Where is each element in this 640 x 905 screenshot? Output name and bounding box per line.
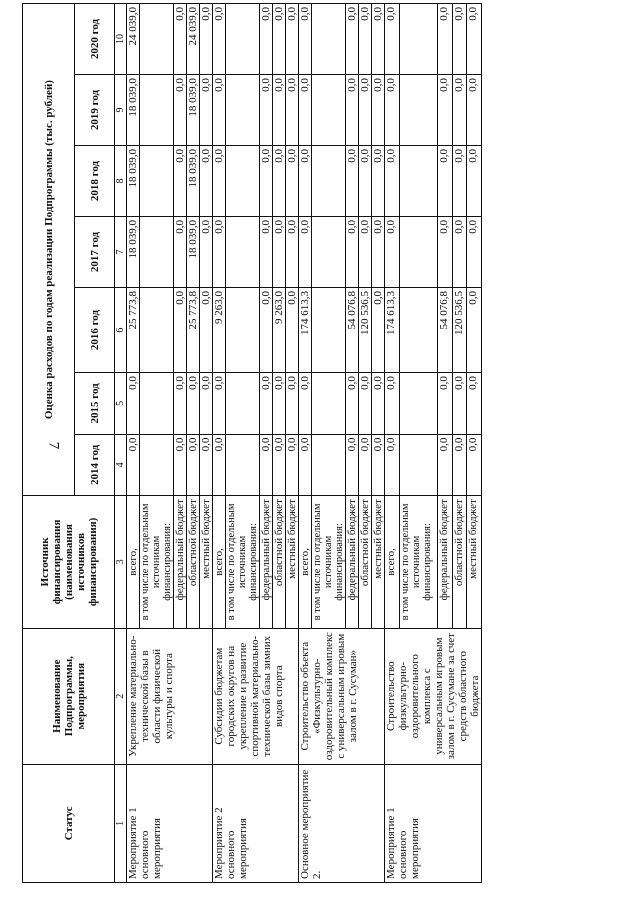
row-source: федеральный бюджет <box>260 496 273 628</box>
cell-value: 0,0 <box>299 4 312 75</box>
cell-value: 0,0 <box>273 4 286 75</box>
row-source: в том числе по отдельным источникам финансирования: <box>226 496 260 628</box>
cell-value: 0,0 <box>200 146 213 217</box>
cell-value: 0,0 <box>187 373 200 435</box>
cell-value: 0,0 <box>273 434 286 496</box>
column-number: 2 <box>115 628 127 764</box>
cell-value: 0,0 <box>385 373 400 435</box>
table-row <box>213 4 226 883</box>
row-status: Основное мероприятие 2. <box>299 764 385 882</box>
cell-value <box>399 75 437 146</box>
cell-value <box>312 75 346 146</box>
row-source: местный бюджет <box>286 496 299 628</box>
cell-value: 0,0 <box>467 146 482 217</box>
header-year-2: 2016 год <box>75 287 115 372</box>
row-source: областной бюджет <box>273 496 286 628</box>
row-source: всего, <box>385 496 400 628</box>
table-row <box>127 4 140 883</box>
cell-value <box>399 287 437 372</box>
row-source: федеральный бюджет <box>346 496 359 628</box>
row-source: в том числе по отдельным источникам финансирования: <box>399 496 437 628</box>
cell-value: 0,0 <box>346 146 359 217</box>
cell-value <box>399 146 437 217</box>
page-number: 7 <box>45 441 62 450</box>
cell-value <box>140 434 174 496</box>
cell-value: 0,0 <box>127 373 140 435</box>
cell-value: 0,0 <box>260 146 273 217</box>
cell-value: 0,0 <box>467 434 482 496</box>
cell-value: 0,0 <box>385 434 400 496</box>
cell-value: 0,0 <box>213 373 226 435</box>
cell-value: 25 773,8 <box>127 287 140 372</box>
cell-value: 0,0 <box>467 373 482 435</box>
cell-value <box>226 434 260 496</box>
header-year-0: 2014 год <box>75 434 115 496</box>
cell-value: 0,0 <box>174 75 187 146</box>
cell-value: 0,0 <box>372 373 385 435</box>
cell-value: 0,0 <box>200 75 213 146</box>
cell-value <box>226 217 260 288</box>
cell-value: 0,0 <box>359 4 372 75</box>
cell-value: 0,0 <box>127 434 140 496</box>
cell-value <box>399 4 437 75</box>
budget-table <box>22 3 482 883</box>
cell-value: 0,0 <box>260 217 273 288</box>
cell-value: 0,0 <box>346 217 359 288</box>
cell-value: 174 613,3 <box>299 287 312 372</box>
row-name: Субсидии бюджетам городских округов на укрепление и развитие спортивной материально-технической базы зимних видов спорта <box>213 628 299 764</box>
cell-value: 0,0 <box>438 434 453 496</box>
cell-value: 0,0 <box>174 434 187 496</box>
cell-value: 0,0 <box>385 217 400 288</box>
cell-value: 0,0 <box>273 146 286 217</box>
cell-value: 0,0 <box>438 4 453 75</box>
table-row <box>385 4 400 883</box>
cell-value: 0,0 <box>273 217 286 288</box>
cell-value <box>312 4 346 75</box>
cell-value <box>226 4 260 75</box>
cell-value: 0,0 <box>286 217 299 288</box>
cell-value: 0,0 <box>346 75 359 146</box>
cell-value <box>140 373 174 435</box>
cell-value: 18 039,0 <box>127 75 140 146</box>
cell-value: 0,0 <box>299 146 312 217</box>
row-source: всего, <box>127 496 140 628</box>
cell-value: 0,0 <box>452 4 467 75</box>
cell-value: 0,0 <box>346 373 359 435</box>
cell-value: 0,0 <box>299 373 312 435</box>
cell-value: 0,0 <box>174 373 187 435</box>
row-status: Мероприятие 1 основного мероприятия <box>127 764 213 882</box>
cell-value: 174 613,3 <box>385 287 400 372</box>
row-status: Мероприятие 1 основного мероприятия <box>385 764 482 882</box>
cell-value: 0,0 <box>467 4 482 75</box>
cell-value: 0,0 <box>438 217 453 288</box>
header-year-1: 2015 год <box>75 373 115 435</box>
cell-value: 0,0 <box>273 75 286 146</box>
cell-value: 0,0 <box>286 373 299 435</box>
cell-value: 54 076,8 <box>346 287 359 372</box>
cell-value: 0,0 <box>200 4 213 75</box>
cell-value: 0,0 <box>174 287 187 372</box>
cell-value <box>399 434 437 496</box>
cell-value: 18 039,0 <box>187 146 200 217</box>
cell-value: 0,0 <box>467 75 482 146</box>
cell-value: 0,0 <box>359 373 372 435</box>
cell-value: 0,0 <box>286 4 299 75</box>
row-source: областной бюджет <box>452 496 467 628</box>
cell-value: 0,0 <box>438 75 453 146</box>
cell-value: 0,0 <box>213 4 226 75</box>
column-number: 8 <box>115 146 127 217</box>
cell-value: 0,0 <box>372 75 385 146</box>
cell-value <box>226 373 260 435</box>
row-source: всего, <box>299 496 312 628</box>
cell-value: 0,0 <box>372 4 385 75</box>
row-source: местный бюджет <box>372 496 385 628</box>
cell-value: 0,0 <box>385 146 400 217</box>
cell-value: 0,0 <box>467 287 482 372</box>
cell-value: 0,0 <box>200 434 213 496</box>
cell-value: 0,0 <box>286 75 299 146</box>
cell-value: 0,0 <box>174 4 187 75</box>
header-year-4: 2018 год <box>75 146 115 217</box>
cell-value: 0,0 <box>200 373 213 435</box>
cell-value <box>140 75 174 146</box>
cell-value <box>140 287 174 372</box>
cell-value: 0,0 <box>200 217 213 288</box>
cell-value <box>312 217 346 288</box>
cell-value: 0,0 <box>372 217 385 288</box>
cell-value: 0,0 <box>273 373 286 435</box>
cell-value: 0,0 <box>452 373 467 435</box>
cell-value: 0,0 <box>260 75 273 146</box>
cell-value: 120 536,5 <box>452 287 467 372</box>
column-number: 7 <box>115 217 127 288</box>
cell-value: 0,0 <box>385 75 400 146</box>
header-year-6: 2020 год <box>75 4 115 75</box>
cell-value: 0,0 <box>174 146 187 217</box>
column-number: 1 <box>115 764 127 882</box>
row-source: областной бюджет <box>187 496 200 628</box>
cell-value <box>399 217 437 288</box>
cell-value <box>312 434 346 496</box>
cell-value: 0,0 <box>438 373 453 435</box>
cell-value: 0,0 <box>260 287 273 372</box>
row-source: областной бюджет <box>359 496 372 628</box>
cell-value: 24 039,0 <box>127 4 140 75</box>
cell-value: 18 039,0 <box>127 217 140 288</box>
cell-value: 0,0 <box>452 217 467 288</box>
column-number: 3 <box>115 496 127 628</box>
cell-value: 0,0 <box>452 434 467 496</box>
cell-value: 0,0 <box>346 4 359 75</box>
cell-value: 0,0 <box>299 434 312 496</box>
header-status: Статус <box>23 764 115 882</box>
row-source: местный бюджет <box>467 496 482 628</box>
cell-value: 0,0 <box>346 434 359 496</box>
column-number: 10 <box>115 4 127 75</box>
row-source: в том числе по отдельным источникам финансирования: <box>140 496 174 628</box>
cell-value: 0,0 <box>260 434 273 496</box>
cell-value: 24 039,0 <box>187 4 200 75</box>
cell-value: 120 536,5 <box>359 287 372 372</box>
row-name: Строительство объекта «Физкультурно-оздоровительный комплекс с универсальным игровым залом в г. Сусуман» <box>299 628 385 764</box>
header-estimate: Оценка расходов по годам реализации Подпрограммы (тыс. рублей) <box>23 4 75 496</box>
cell-value: 0,0 <box>467 217 482 288</box>
column-number: 9 <box>115 75 127 146</box>
cell-value: 0,0 <box>213 434 226 496</box>
cell-value: 0,0 <box>385 4 400 75</box>
cell-value: 0,0 <box>359 217 372 288</box>
row-source: федеральный бюджет <box>438 496 453 628</box>
cell-value: 0,0 <box>260 373 273 435</box>
cell-value: 0,0 <box>187 434 200 496</box>
cell-value <box>312 373 346 435</box>
cell-value: 0,0 <box>213 146 226 217</box>
cell-value: 0,0 <box>372 146 385 217</box>
cell-value: 9 263,0 <box>213 287 226 372</box>
row-name: Строительство физкультурно-оздоровительного комплекса с универсальным игровым залом в г. Сусумане за счет средств областного бюджета <box>385 628 482 764</box>
row-source: федеральный бюджет <box>174 496 187 628</box>
row-source: всего, <box>213 496 226 628</box>
table-row <box>299 4 312 883</box>
cell-value: 0,0 <box>286 434 299 496</box>
cell-value: 0,0 <box>213 75 226 146</box>
cell-value <box>399 373 437 435</box>
cell-value: 18 039,0 <box>187 75 200 146</box>
header-year-5: 2019 год <box>75 75 115 146</box>
cell-value <box>140 4 174 75</box>
cell-value: 9 263,0 <box>273 287 286 372</box>
cell-value <box>226 287 260 372</box>
cell-value: 0,0 <box>174 217 187 288</box>
cell-value: 0,0 <box>213 217 226 288</box>
cell-value <box>312 287 346 372</box>
row-status: Мероприятие 2 основного мероприятия <box>213 764 299 882</box>
cell-value: 0,0 <box>299 217 312 288</box>
cell-value: 0,0 <box>359 75 372 146</box>
cell-value: 0,0 <box>286 287 299 372</box>
cell-value: 0,0 <box>200 287 213 372</box>
cell-value <box>226 146 260 217</box>
header-source: Источник финансирования (наименования источников финансирования) <box>23 496 115 628</box>
cell-value: 0,0 <box>452 146 467 217</box>
column-number: 5 <box>115 373 127 435</box>
cell-value: 54 076,8 <box>438 287 453 372</box>
cell-value: 0,0 <box>260 4 273 75</box>
column-number: 4 <box>115 434 127 496</box>
row-name: Укрепление материально-технической базы в области физической культуры и спорта <box>127 628 213 764</box>
cell-value: 25 773,8 <box>187 287 200 372</box>
header-name: Наименование Подпрограммы, мероприятия <box>23 628 115 764</box>
cell-value: 0,0 <box>372 434 385 496</box>
cell-value: 0,0 <box>359 434 372 496</box>
cell-value <box>226 75 260 146</box>
row-source: в том числе по отдельным источникам финансирования: <box>312 496 346 628</box>
row-source: местный бюджет <box>200 496 213 628</box>
cell-value: 0,0 <box>299 75 312 146</box>
cell-value: 0,0 <box>372 287 385 372</box>
header-year-3: 2017 год <box>75 217 115 288</box>
cell-value <box>140 146 174 217</box>
cell-value: 18 039,0 <box>187 217 200 288</box>
cell-value: 0,0 <box>359 146 372 217</box>
cell-value <box>140 217 174 288</box>
cell-value: 0,0 <box>452 75 467 146</box>
cell-value: 0,0 <box>286 146 299 217</box>
cell-value: 0,0 <box>438 146 453 217</box>
cell-value <box>312 146 346 217</box>
cell-value: 18 039,0 <box>127 146 140 217</box>
column-number: 6 <box>115 287 127 372</box>
